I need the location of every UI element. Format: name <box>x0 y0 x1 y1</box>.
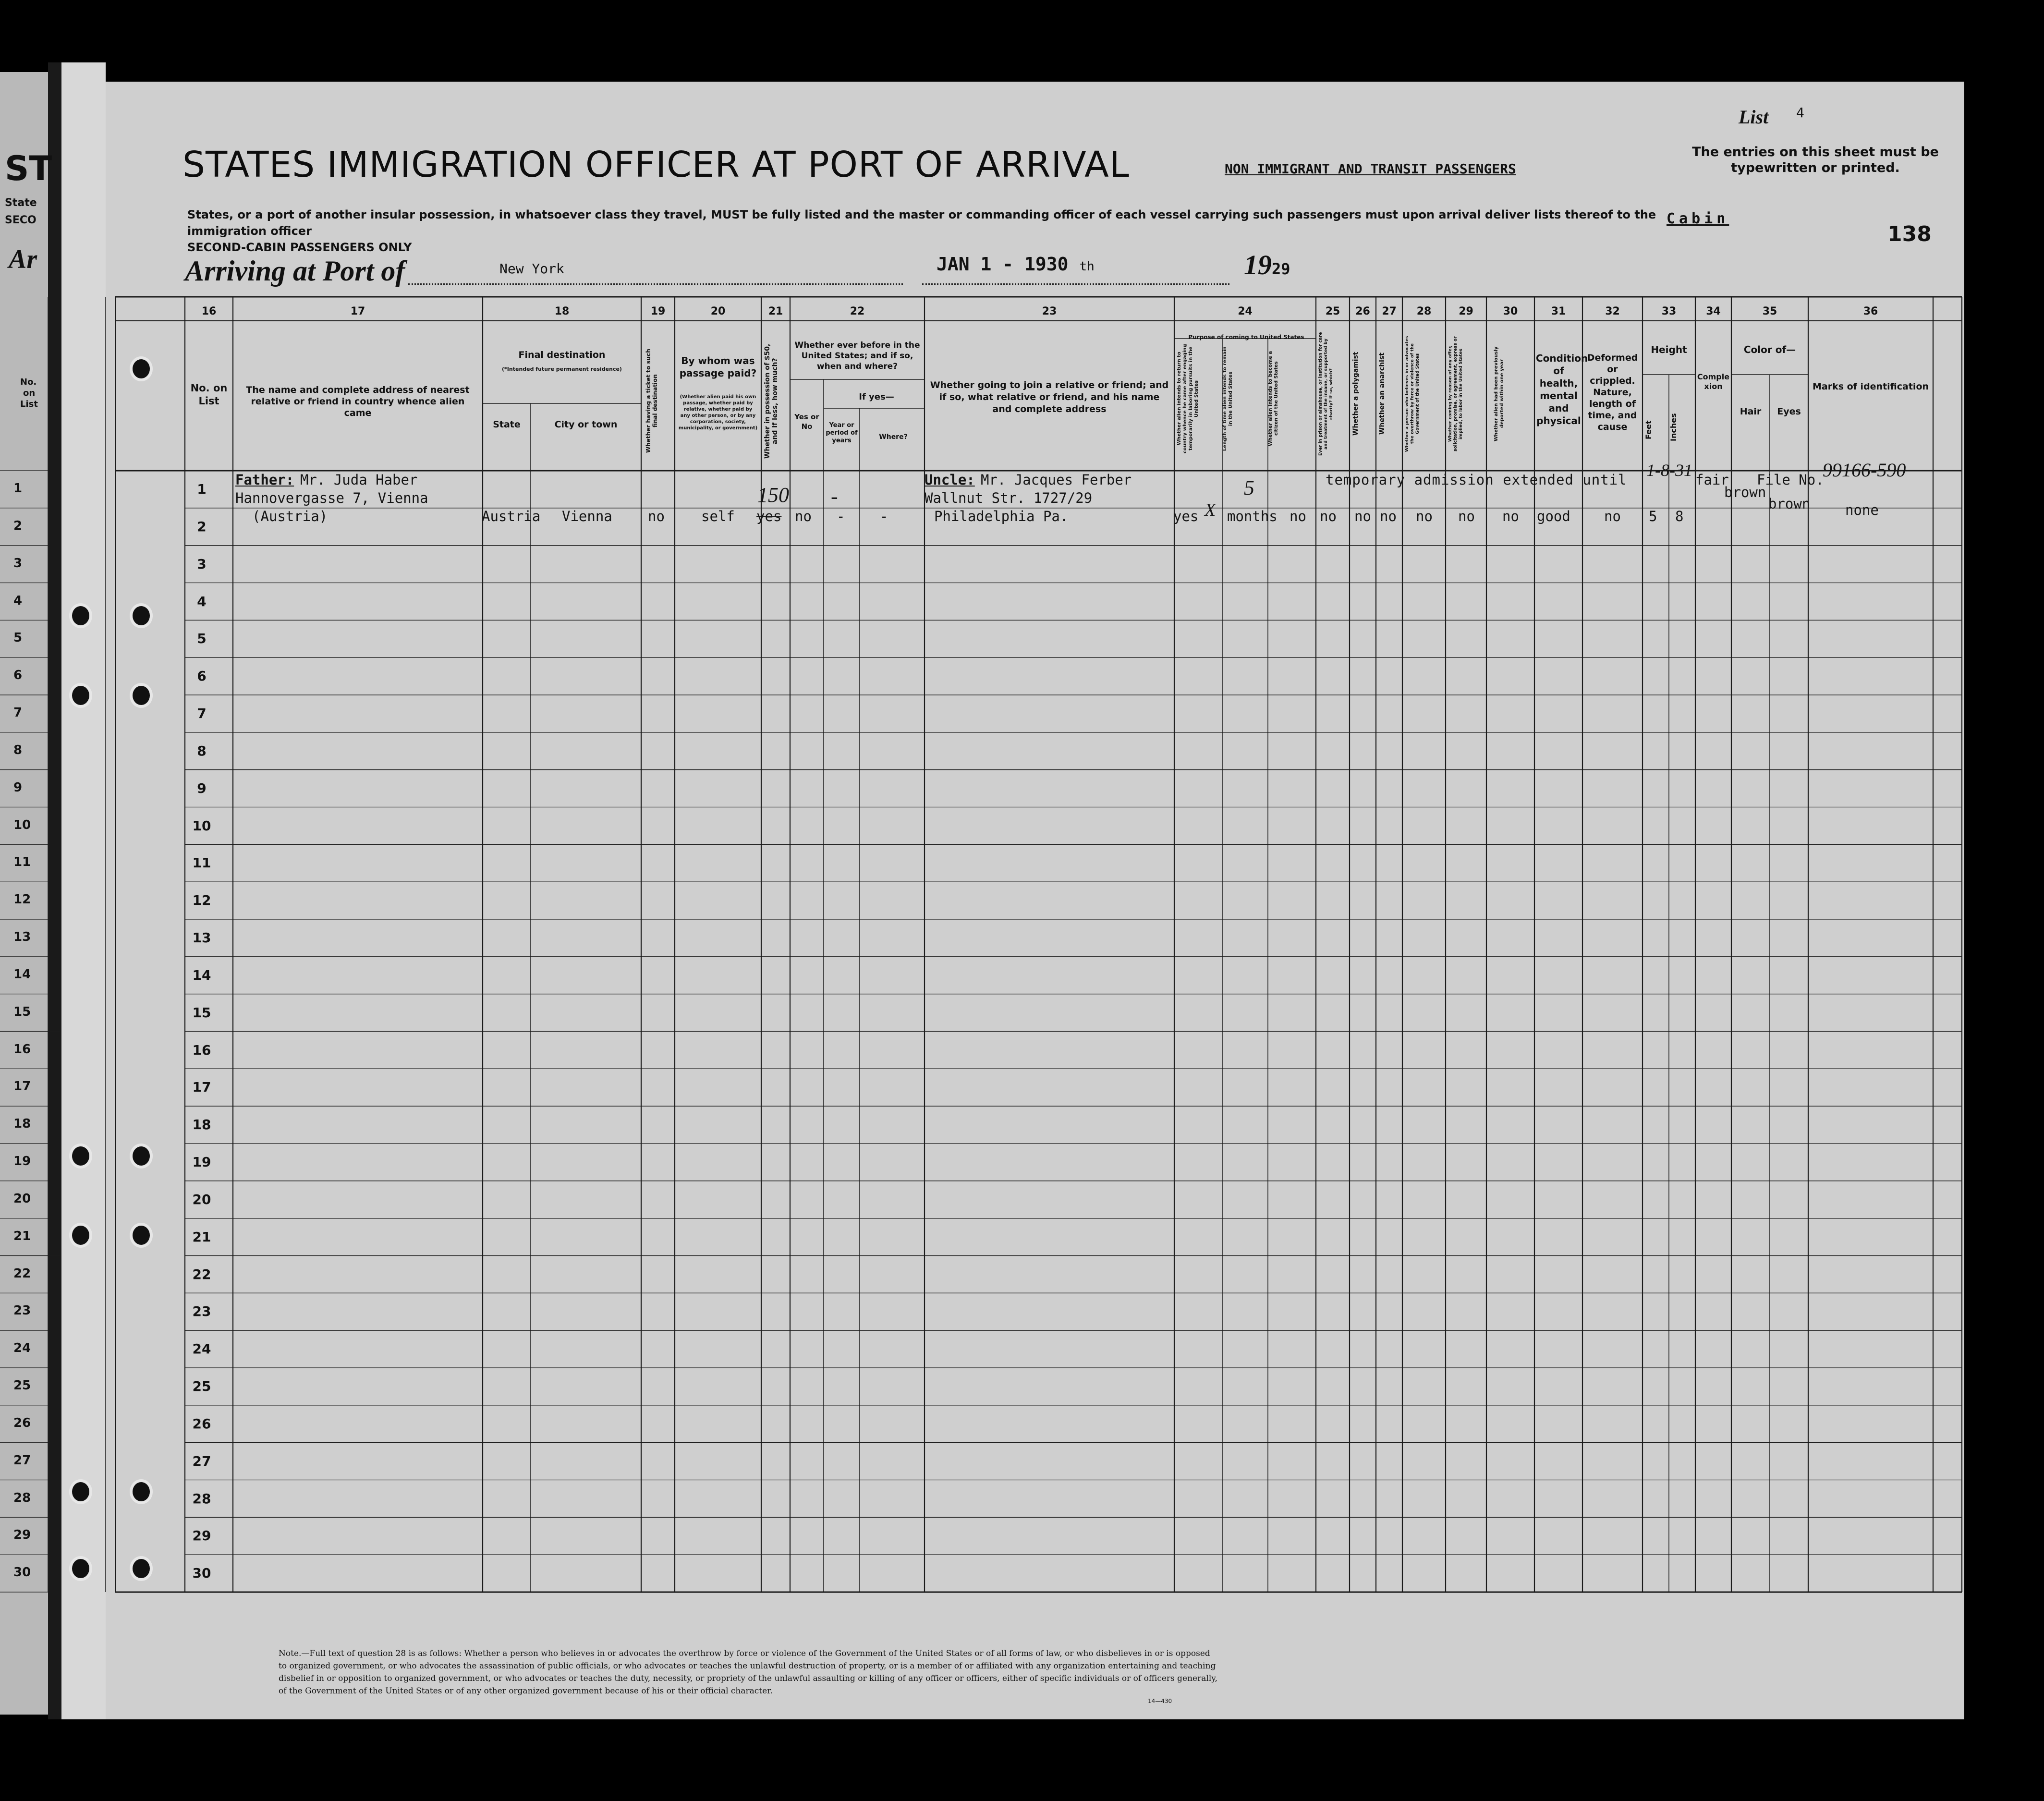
adjacent-row-number: 19 <box>13 1154 31 1168</box>
before-year-value: - <box>837 508 845 524</box>
col-num-30: 30 <box>1503 305 1518 317</box>
before-where-value: - <box>880 508 888 524</box>
row-number: 8 <box>197 742 207 759</box>
anarchist-value: no <box>1380 508 1397 524</box>
header-passage-paid: By whom was passage paid? <box>679 355 757 379</box>
row-number: 23 <box>192 1303 211 1320</box>
header-nearest-relative: The name and complete address of nearest relative or friend in country whence alien came <box>246 385 470 418</box>
adjacent-row-number: 22 <box>13 1266 31 1281</box>
adjacent-row-number: 13 <box>13 930 31 944</box>
adjacent-row-number: 15 <box>13 1004 31 1019</box>
header-color-of: Color of— <box>1743 344 1796 355</box>
temporary-admission-date: 1-8-31 <box>1646 461 1692 480</box>
deported-value: no <box>1502 508 1519 524</box>
header-joining-relative: Whether going to join a relative or friend; and if so, what relative or friend, and his name and complete address <box>930 380 1169 414</box>
citizen-value: no <box>1290 508 1306 524</box>
fragment-list: List <box>20 399 38 409</box>
money-amount: 150 <box>757 483 789 507</box>
adjacent-row-number: 9 <box>13 780 23 795</box>
file-label: File No. <box>1757 472 1824 488</box>
passenger-class-label: NON IMMIGRANT AND TRANSIT PASSENGERS <box>1225 161 1516 177</box>
col-num-17: 17 <box>350 305 365 317</box>
row-number: 20 <box>192 1191 211 1207</box>
adjacent-row-number: 8 <box>13 742 23 757</box>
instructions <box>187 207 1676 256</box>
header-complexion: Complexion <box>1697 372 1730 391</box>
instructions-line: States, or a port of another insular possession, in whatsoever class they travel, MUST be fully listed and the master or commanding officer of each vessel carrying such passengers must upon arrival deliver lists thereof to the immigration officer <box>187 208 1656 238</box>
fragment-seco: SECO <box>5 214 36 226</box>
feet-value: 5 <box>1649 508 1657 524</box>
stay-number: 5 <box>1244 476 1254 499</box>
money-yes-value: yes <box>756 508 782 524</box>
cabin-label: Cabin <box>1667 210 1729 227</box>
row-number: 4 <box>197 593 207 609</box>
header-health: Condition of health, mental and physical <box>1536 353 1588 426</box>
joining-name: Mr. Jacques Ferber <box>981 472 1132 488</box>
row-number: 27 <box>192 1453 211 1469</box>
file-number: 99166-590 <box>1823 459 1906 481</box>
row-number: 12 <box>192 892 211 909</box>
row-number: 3 <box>197 556 207 572</box>
complexion-value: fair <box>1695 472 1729 488</box>
binding-shadow <box>48 62 61 1719</box>
row-number: 5 <box>197 631 207 647</box>
row-number: 9 <box>197 780 207 796</box>
adjacent-row-number: 23 <box>13 1303 31 1318</box>
adjacent-row-number: 20 <box>13 1191 31 1206</box>
col-num-26: 26 <box>1355 305 1370 317</box>
row-number: 22 <box>192 1266 211 1282</box>
manifest-sheet <box>106 82 1964 1719</box>
col-num-20: 20 <box>710 305 726 317</box>
punch-hole <box>72 1146 89 1166</box>
year-suffix: 29 <box>1272 260 1290 278</box>
header-ticket: Whether having a ticket to such final destination <box>645 349 658 453</box>
row-number: 1 <box>197 481 207 497</box>
header-return-intent: Whether alien intends to return to country whence he came after engaging temporarily in laboring pursuits in the United States <box>1177 344 1199 453</box>
year-prefix: 19 <box>1244 249 1272 280</box>
adjacent-row-number: 11 <box>13 855 31 870</box>
page-title: STATES IMMIGRATION OFFICER AT PORT OF ARRIVAL <box>182 144 1130 185</box>
col-num-31: 31 <box>1551 305 1566 317</box>
temporary-admission-note: temporary admission extended until <box>1326 472 1627 488</box>
list-number: 4 <box>1796 105 1804 121</box>
adjacent-row-number: 29 <box>13 1528 31 1543</box>
arrival-date: JAN 1 - 1930 <box>937 254 1069 275</box>
header-overthrow: Whether a person who believes in or advocates the overthrow by force or violence of the Government of the United States <box>1405 336 1420 452</box>
row-number: 30 <box>192 1565 211 1582</box>
adjacent-row-number: 3 <box>13 556 23 571</box>
row-number: 26 <box>192 1415 211 1432</box>
joining-address-1: Wallnut Str. 1727/29 <box>925 490 1093 506</box>
adjacent-row-number: 18 <box>13 1117 31 1132</box>
header-money: Whether in possession of $50, and if less, how much? <box>764 343 779 459</box>
row-number: 7 <box>197 706 207 721</box>
adjacent-row-number: 10 <box>13 817 31 832</box>
passage-paid-value: self <box>701 508 735 524</box>
adjacent-row-number: 28 <box>13 1490 31 1505</box>
joining-address-2: Philadelphia Pa. <box>934 508 1069 524</box>
row-number: 2 <box>197 518 207 535</box>
header-state: State <box>493 419 521 430</box>
adjacent-row-number: 30 <box>13 1565 31 1580</box>
punch-hole <box>133 359 150 378</box>
port-value: New York <box>499 261 564 277</box>
header-year: Year or period of years <box>826 422 858 444</box>
header-before-in-us: Whether ever before in the United States; and if so, when and where? <box>794 341 920 371</box>
entries-note: The entries on this sheet must be typewritten or printed. <box>1692 145 1939 175</box>
header-list-number: No. on List <box>190 382 228 407</box>
header-purpose: Purpose of coming to United States <box>1188 334 1304 341</box>
row-number: 14 <box>192 967 211 983</box>
header-marks: Marks of identification <box>1812 381 1929 392</box>
punch-hole <box>133 1482 150 1501</box>
adjacent-row-number: 6 <box>13 668 23 683</box>
header-feet: Feet <box>1644 420 1653 439</box>
stay-unit: months <box>1227 508 1278 524</box>
adjacent-row-number: 4 <box>13 593 23 608</box>
row-number: 10 <box>192 817 211 834</box>
col-num-22: 22 <box>850 305 865 317</box>
header-hair: Hair <box>1740 406 1762 417</box>
row-number: 24 <box>192 1341 211 1357</box>
header-yes-no: Yes or No <box>794 413 819 431</box>
header-city: City or town <box>554 419 618 430</box>
prison-value: no <box>1320 508 1337 524</box>
punch-hole <box>72 1559 89 1578</box>
adjacent-row-number: 16 <box>13 1042 31 1057</box>
adjacent-row-number: 1 <box>13 481 23 496</box>
adjacent-row-number: 21 <box>13 1229 31 1243</box>
row-number: 11 <box>192 855 211 871</box>
return-value: yes <box>1173 508 1199 524</box>
col-num-36: 36 <box>1863 305 1878 317</box>
col-num-18: 18 <box>554 305 570 317</box>
col-num-23: 23 <box>1042 305 1057 317</box>
header-passage-paid-sub: (Whether alien paid his own passage, whether paid by relative, whether paid by any other person, or by any corporation, society, municipality, or government) <box>678 394 758 431</box>
date-line <box>922 283 1229 285</box>
adjacent-row-number: 2 <box>13 518 23 533</box>
before-year-mark: - <box>831 485 838 508</box>
adjacent-row-number: 26 <box>13 1415 31 1430</box>
row-number: 15 <box>192 1004 211 1021</box>
row-number: 19 <box>192 1154 211 1170</box>
marks-value: none <box>1845 502 1879 518</box>
col-num-19: 19 <box>650 305 666 317</box>
col-num-27: 27 <box>1382 305 1397 317</box>
binding-margin <box>60 62 106 1719</box>
return-mark: X <box>1204 500 1216 520</box>
punch-hole <box>72 1482 89 1501</box>
arriving-label: Arriving at Port of <box>185 255 405 287</box>
ticket-value: no <box>648 508 665 524</box>
header-prison: Ever in prison or almshouse, or institution for care and treatment of the insane, or supported by charity? If so, which? <box>1318 332 1334 456</box>
col-num-24: 24 <box>1238 305 1253 317</box>
adjacent-row-number: 17 <box>13 1079 31 1094</box>
overthrow-value: no <box>1416 508 1433 524</box>
col-num-28: 28 <box>1416 305 1432 317</box>
relative-address-1: Hannovergasse 7, Vienna <box>235 490 428 506</box>
header-length-of-stay: Length of time alien intends to remain in the United States <box>1222 346 1233 451</box>
polygamist-value: no <box>1354 508 1371 524</box>
header-inches: Inches <box>1669 413 1678 442</box>
col-num-35: 35 <box>1762 305 1777 317</box>
inches-value: 8 <box>1675 508 1684 524</box>
punch-hole <box>72 686 89 705</box>
row-number: 16 <box>192 1042 211 1058</box>
col-num-32: 32 <box>1605 305 1620 317</box>
punch-hole <box>133 1559 150 1578</box>
destination-state: Austria <box>482 508 541 524</box>
punch-hole <box>133 606 150 625</box>
header-deported: Whether alien had been previously deported within one year <box>1494 346 1505 441</box>
deformed-value: no <box>1604 508 1621 524</box>
relative-label: Father: <box>235 472 294 488</box>
row-number: 13 <box>192 930 211 946</box>
adjacent-row-number: 5 <box>13 631 23 645</box>
row-number: 17 <box>192 1079 211 1095</box>
header-final-destination-sub: (*Intended future permanent residence) <box>502 366 622 372</box>
adjacent-row-number: 24 <box>13 1341 31 1356</box>
header-where: Where? <box>879 433 908 441</box>
col-num-16: 16 <box>201 305 217 317</box>
header-if-yes: If yes— <box>859 392 894 402</box>
col-num-25: 25 <box>1325 305 1340 317</box>
row-number: 18 <box>192 1117 211 1133</box>
punch-hole <box>133 1146 150 1166</box>
adjacent-row-number: 14 <box>13 967 31 982</box>
joining-label: Uncle: <box>925 472 975 488</box>
hair-value: brown <box>1724 484 1766 500</box>
header-final-destination: Final destination <box>518 350 606 360</box>
punch-hole <box>133 1226 150 1245</box>
col-num-34: 34 <box>1706 305 1721 317</box>
fragment-ar: Ar <box>9 244 37 274</box>
row-number: 25 <box>192 1378 211 1394</box>
col-num-21: 21 <box>768 305 783 317</box>
adjacent-row-number: 27 <box>13 1453 31 1468</box>
header-anarchist: Whether an anarchist <box>1378 353 1386 435</box>
relative-address-2: (Austria) <box>252 508 328 524</box>
header-labor-offer: Whether coming by reason of any offer, solicitation, promise, or agreement, express or implied, to labor in the United States <box>1448 336 1463 451</box>
row-number: 6 <box>197 668 207 684</box>
col-num-33: 33 <box>1661 305 1677 317</box>
row-number: 29 <box>192 1528 211 1544</box>
footnote-question-28: Note.—Full text of question 28 is as follows: Whether a person who believes in or advocates the overthrow by force or violence of the Government of the United States or of all forms of law, or who disbelieves in or is opposed to organized government, or who advocates the assassination of public officials, or who advocates or teaches the unlawful destruction of property, or is a member of or affiliated with any organization entertaining and teaching disbelief in or opposition to organized government, or who advocates or teaches the duty, necessity, or propriety of the unlawful assaulting or killing of any officer or officers, either of specific individuals or of officers generally, of the Government of the United States or of any other organized government because of his or their official character. <box>279 1649 1218 1696</box>
punch-hole <box>72 606 89 625</box>
form-number: 14—430 <box>1148 1698 1172 1704</box>
health-value: good <box>1537 508 1570 524</box>
arrival-date-stamp <box>937 254 1095 275</box>
punch-hole <box>72 1226 89 1245</box>
header-eyes: Eyes <box>1777 406 1801 417</box>
header-citizen-intent: Whether alien intends to become a citizen of the United States <box>1268 351 1279 447</box>
labor-offer-value: no <box>1458 508 1475 524</box>
fragment-on: on <box>23 388 36 398</box>
header-height: Height <box>1651 344 1687 355</box>
fragment-state: State <box>5 197 37 209</box>
eyes-value: brown <box>1768 496 1811 512</box>
arrival-year <box>1244 249 1290 281</box>
before-in-us-value: no <box>795 508 812 524</box>
fragment-st: ST <box>5 149 52 188</box>
row-number: 28 <box>192 1490 211 1507</box>
adjacent-row-number: 12 <box>13 892 31 907</box>
header-deformed: Deformed or crippled. Nature, length of time, and cause <box>1587 353 1638 432</box>
adjacent-row-number: 25 <box>13 1378 31 1393</box>
page-number: 138 <box>1887 222 1932 246</box>
col-num-29: 29 <box>1459 305 1473 317</box>
relative-name: Mr. Juda Haber <box>300 472 418 488</box>
list-label: List <box>1739 106 1769 128</box>
header-polygamist: Whether a polygamist <box>1352 352 1360 436</box>
port-line <box>408 283 903 285</box>
punch-hole <box>133 686 150 705</box>
destination-city: Vienna <box>562 508 612 524</box>
fragment-no: No. <box>20 377 37 387</box>
instructions-line: SECOND-CABIN PASSENGERS ONLY <box>187 241 412 254</box>
adjacent-row-number: 7 <box>13 706 23 720</box>
row-number: 21 <box>192 1229 211 1245</box>
arrival-date-suffix: th <box>1079 259 1095 274</box>
